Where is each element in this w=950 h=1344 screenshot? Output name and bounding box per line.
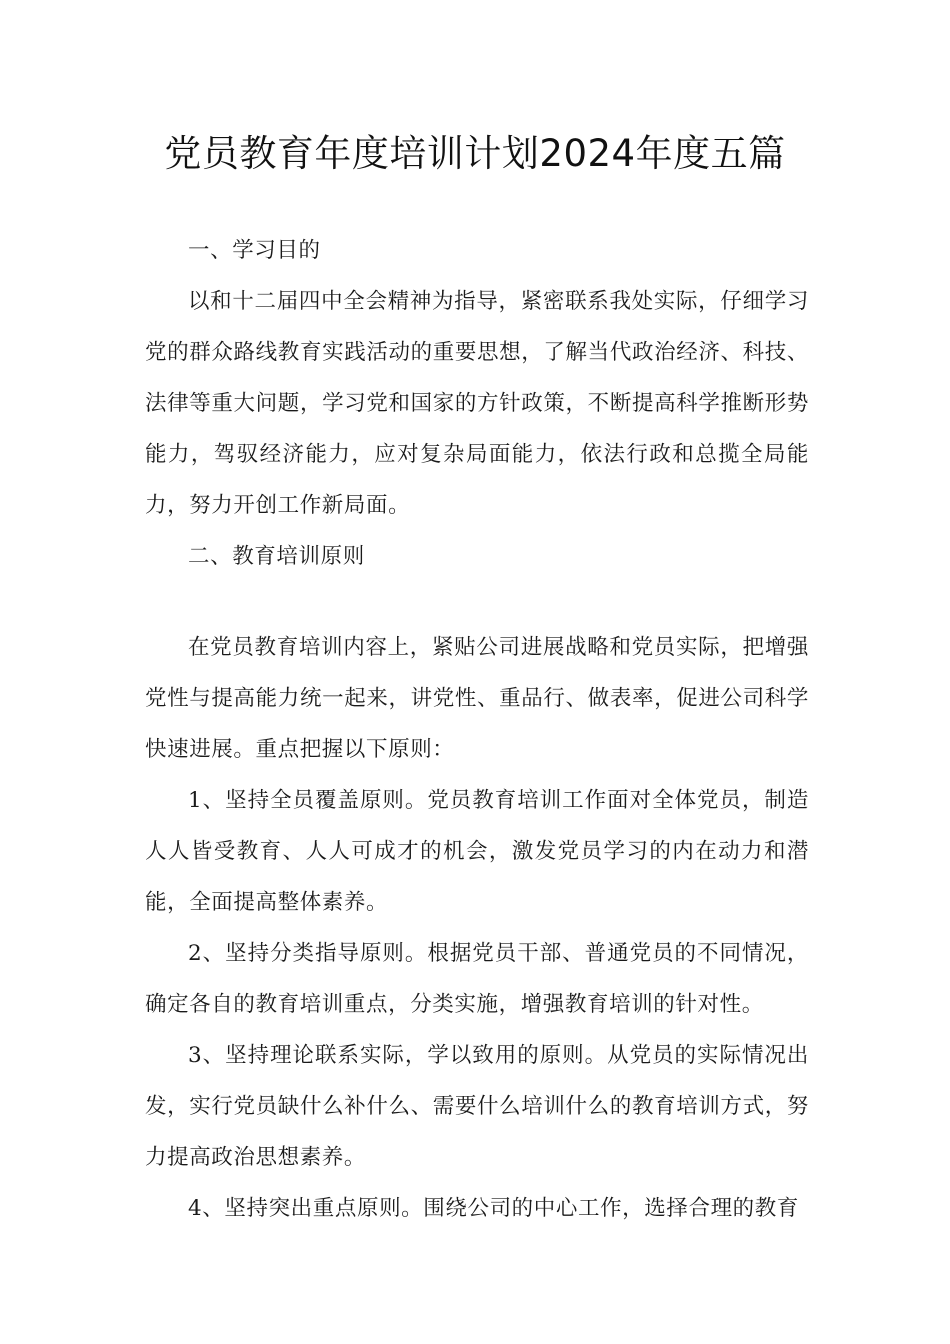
principle-item-1: 1、坚持全员覆盖原则。党员教育培训工作面对全体党员，制造人人皆受教育、人人可成才的机会，激发党员学习的内在动力和潜能，全面提高整体素养。 xyxy=(145,788,809,915)
section-2-intro: 在党员教育培训内容上，紧贴公司进展战略和党员实际，把增强党性与提高能力统一起来，讲党性、重品行、做表率，促进公司科学快速进展。重点把握以下原则： xyxy=(145,635,809,762)
principle-item-4: 4、坚持突出重点原则。围绕公司的中心工作，选择合理的教育 xyxy=(188,1196,799,1221)
document-title: 党员教育年度培训计划2024年度五篇 xyxy=(164,132,786,175)
section-2 xyxy=(145,622,809,1234)
principle-item-3: 3、坚持理论联系实际，学以致用的原则。从党员的实际情况出发，实行党员缺什么补什么、需要什么培训什么的教育培训方式，努力提高政治思想素养。 xyxy=(145,1043,809,1170)
section-2-heading: 二、教育培训原则 xyxy=(188,544,365,569)
section-1-paragraph: 以和十二届四中全会精神为指导，紧密联系我处实际，仔细学习党的群众路线教育实践活动的重要思想，了解当代政治经济、科技、法律等重大问题，学习党和国家的方针政策，不断提高科学推断形势能力，驾驭经济能力，应对复杂局面能力，依法行政和总揽全局能力，努力开创工作新局面。 xyxy=(145,289,809,518)
principle-item-2: 2、坚持分类指导原则。根据党员干部、普通党员的不同情况，确定各自的教育培训重点，分类实施，增强教育培训的针对性。 xyxy=(145,941,809,1017)
section-1 xyxy=(145,225,809,582)
section-1-heading: 一、学习目的 xyxy=(188,238,321,263)
